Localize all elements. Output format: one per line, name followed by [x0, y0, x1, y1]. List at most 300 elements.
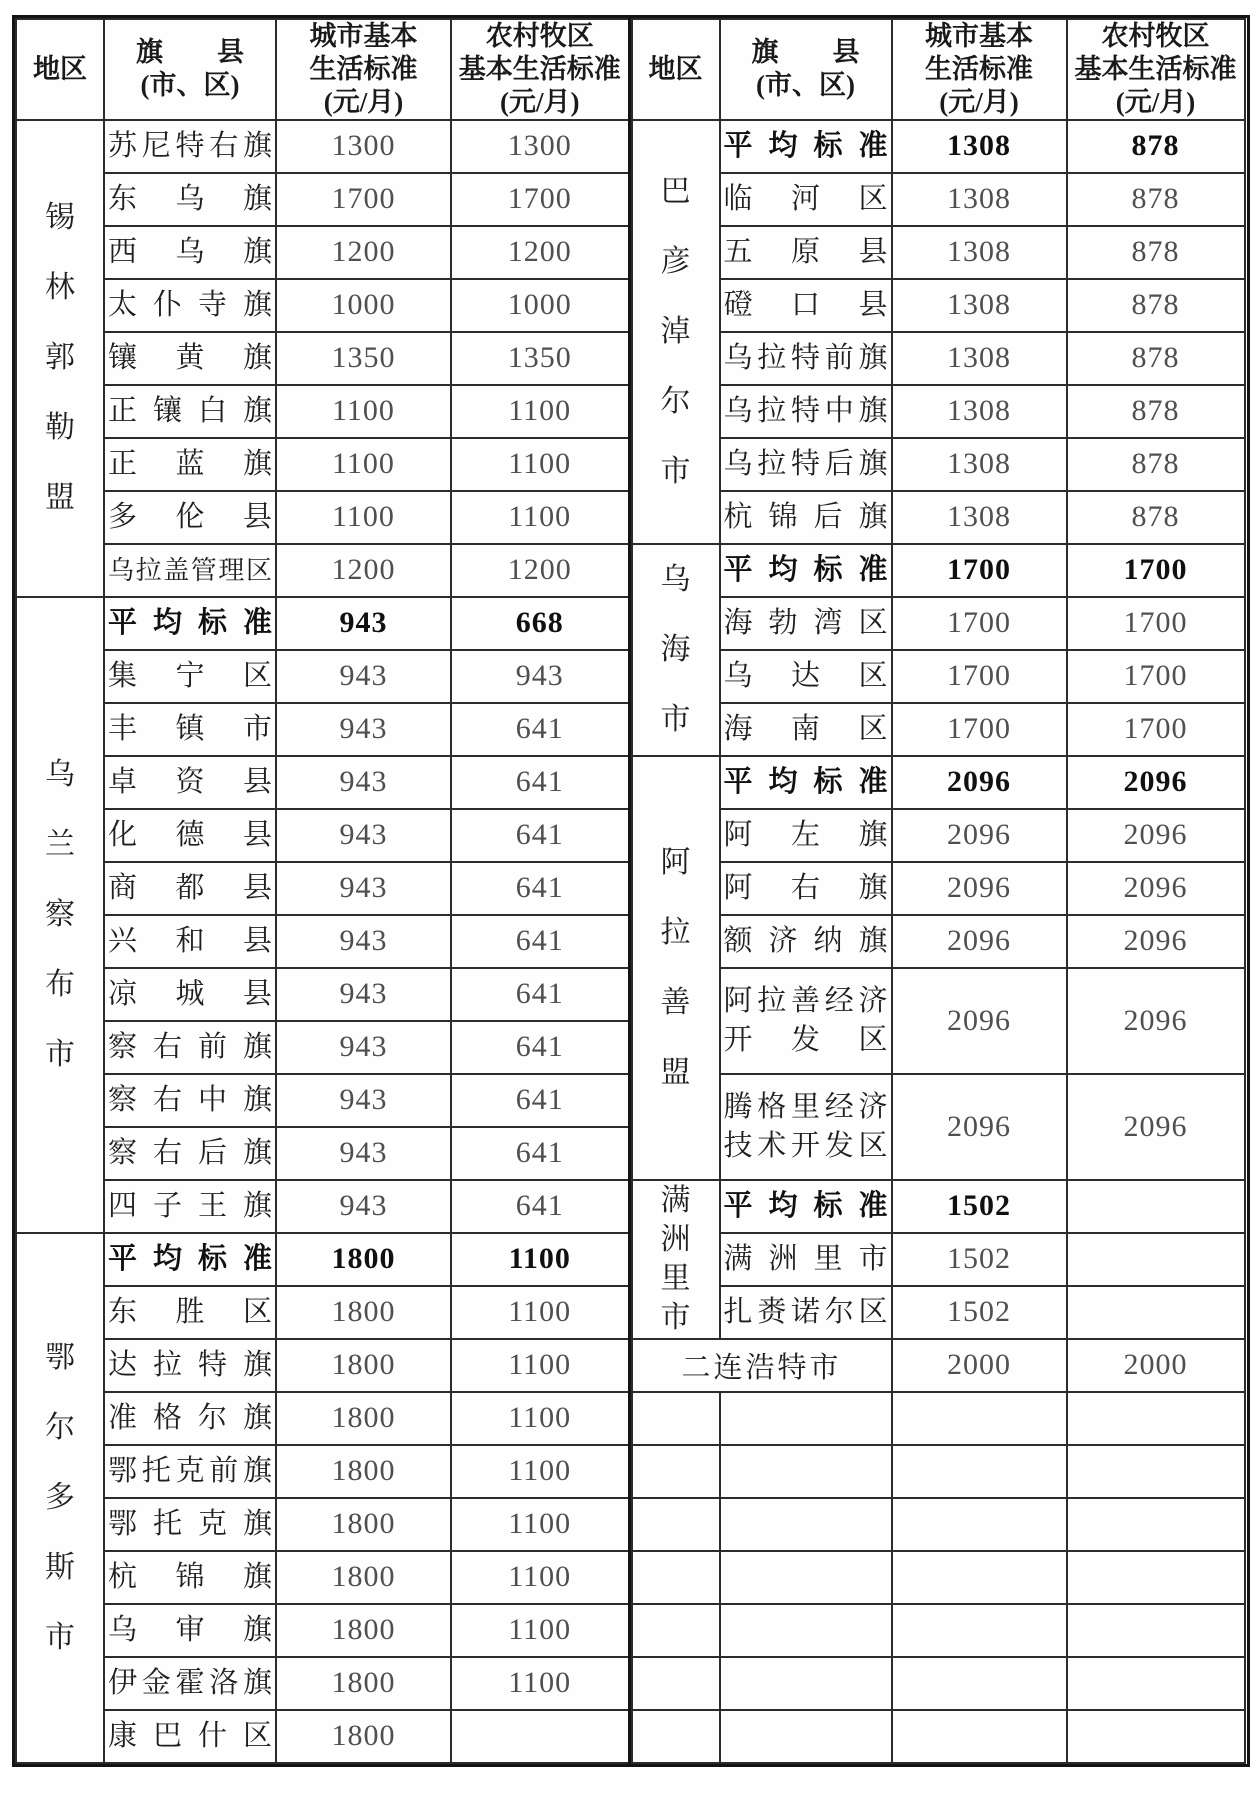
table-row: [16, 1074, 629, 1127]
header-county-line1: 旗 县: [136, 37, 244, 68]
rural-value-cell: 878: [1067, 385, 1245, 438]
county-cell: [720, 438, 892, 491]
region-label-char: 市: [660, 702, 691, 736]
table-row: [16, 332, 629, 385]
urban-value-cell: 1700: [892, 703, 1067, 756]
urban-value-cell: 2096: [892, 862, 1067, 915]
header-county-line2: (市、区): [756, 70, 855, 101]
urban-value-cell: 943: [276, 703, 451, 756]
urban-value-cell: 1100: [276, 491, 451, 544]
county-cell: [720, 1392, 892, 1445]
empty-row: [632, 1392, 1245, 1445]
table-row: [632, 279, 1245, 332]
county-name: 五原县: [723, 235, 888, 268]
rural-value-cell: 1100: [451, 1233, 629, 1286]
county-name: 平均标准: [108, 606, 272, 639]
region-label-char: 乌: [45, 757, 75, 791]
county-name: 乌拉特前旗: [723, 341, 888, 374]
rural-value-cell: 1000: [451, 279, 629, 332]
urban-value-cell: 943: [276, 1180, 451, 1233]
county-cell: [720, 120, 892, 173]
county-cell: [104, 226, 276, 279]
county-name: 卓资县: [108, 765, 272, 798]
table-row: [16, 1710, 629, 1763]
table-row: [16, 491, 629, 544]
region-cell: [632, 544, 720, 756]
county-cell: [720, 491, 892, 544]
urban-value-cell: 1308: [892, 385, 1067, 438]
region-label-char: 满: [660, 1184, 691, 1218]
urban-value-cell: 2096: [892, 809, 1067, 862]
region-cell: [632, 1551, 720, 1604]
county-name: 腾格里经济技术开发区: [723, 1090, 888, 1162]
header-urban-line: 生活标准: [925, 53, 1033, 84]
region-label-char: 市: [660, 454, 691, 488]
county-cell: [104, 1551, 276, 1604]
county-name: 准格尔旗: [108, 1401, 272, 1434]
region-label-char: 尔: [45, 1410, 75, 1444]
header-rural-line: 基本生活标准: [1074, 53, 1237, 84]
county-name: 四子王旗: [108, 1189, 272, 1222]
region-label-char: 善: [660, 985, 691, 1019]
table-row: [16, 1286, 629, 1339]
county-name: 西乌旗: [108, 235, 272, 268]
urban-value-cell: 1700: [892, 597, 1067, 650]
region-cell: [632, 1180, 720, 1339]
rural-value-cell: 878: [1067, 491, 1245, 544]
table-row: [632, 915, 1245, 968]
header-urban-line: 生活标准: [309, 53, 418, 84]
urban-value-cell: 1100: [276, 438, 451, 491]
county-name: 化德县: [108, 818, 272, 851]
urban-value-cell: 943: [276, 915, 451, 968]
urban-value-cell: 2096: [892, 1074, 1067, 1180]
urban-value-cell: 1800: [276, 1445, 451, 1498]
county-cell: [720, 1710, 892, 1763]
header-rural-line: (元/月): [500, 86, 580, 117]
rural-value-cell: 641: [451, 756, 629, 809]
rural-value-cell: 641: [451, 809, 629, 862]
county-cell: [104, 438, 276, 491]
county-name: 杭锦旗: [108, 1560, 272, 1593]
region-cell: [632, 1392, 720, 1445]
rural-value-cell: [1067, 1180, 1245, 1233]
county-name: 平均标准: [723, 129, 888, 162]
rural-value-cell: 641: [451, 968, 629, 1021]
rural-value-cell: 2096: [1067, 915, 1245, 968]
county-cell: [104, 862, 276, 915]
county-cell: [104, 1127, 276, 1180]
county-name: 凉城县: [108, 977, 272, 1010]
rural-value-cell: 1100: [451, 1604, 629, 1657]
standards-table-container: [12, 15, 1250, 1767]
region-cell: [632, 120, 720, 544]
header-urban-line: (元/月): [939, 86, 1019, 117]
rural-value-cell: 641: [451, 915, 629, 968]
table-row: [16, 438, 629, 491]
region-label-char: 阿: [660, 845, 691, 879]
rural-value-cell: 2096: [1067, 756, 1245, 809]
county-name: 苏尼特右旗: [108, 129, 272, 162]
table-row: [632, 491, 1245, 544]
county-name: 乌拉盖管理区: [108, 556, 272, 586]
county-name: 康巴什区: [108, 1719, 272, 1752]
region-label: [17, 121, 103, 596]
rural-value-cell: 1700: [1067, 650, 1245, 703]
rural-value-cell: 1100: [451, 1339, 629, 1392]
county-name: 磴口县: [723, 288, 888, 321]
county-cell: [720, 544, 892, 597]
empty-row: [632, 1604, 1245, 1657]
rural-value-cell: 2096: [1067, 1074, 1245, 1180]
county-cell: [720, 809, 892, 862]
county-cell: [720, 650, 892, 703]
table-row: [632, 173, 1245, 226]
county-cell: [720, 1604, 892, 1657]
rural-value-cell: 878: [1067, 120, 1245, 173]
rural-value-cell: 878: [1067, 438, 1245, 491]
header-region: 地区: [632, 19, 720, 120]
urban-value-cell: 1308: [892, 120, 1067, 173]
header-rural-standard: [1067, 19, 1245, 120]
rural-value-cell: [451, 1710, 629, 1763]
rural-value-cell: [1067, 1710, 1245, 1763]
urban-value-cell: 1200: [276, 544, 451, 597]
urban-value-cell: 1800: [276, 1551, 451, 1604]
county-name: 平均标准: [108, 1242, 272, 1275]
rural-value-cell: 641: [451, 703, 629, 756]
region-label: [633, 1181, 719, 1338]
urban-value-cell: 943: [276, 756, 451, 809]
table-row: [16, 1021, 629, 1074]
urban-value-cell: 1308: [892, 279, 1067, 332]
county-name: 乌拉特后旗: [723, 447, 888, 480]
county-name: 正镶白旗: [108, 394, 272, 427]
rural-value-cell: 2096: [1067, 809, 1245, 862]
header-rural-line: 基本生活标准: [458, 53, 621, 84]
rural-value-cell: 641: [451, 862, 629, 915]
table-row: [16, 1445, 629, 1498]
region-label-char: 巴: [660, 174, 691, 208]
empty-row: [632, 1445, 1245, 1498]
urban-value-cell: 1800: [276, 1233, 451, 1286]
county-name: 察右中旗: [108, 1083, 272, 1116]
rural-value-cell: 641: [451, 1180, 629, 1233]
rural-value-cell: [1067, 1445, 1245, 1498]
empty-row: [632, 1551, 1245, 1604]
merged-city-row: [632, 1339, 1245, 1392]
county-name: 杭锦后旗: [723, 500, 888, 533]
rural-value-cell: 1700: [1067, 597, 1245, 650]
urban-value-cell: 1800: [276, 1339, 451, 1392]
urban-value-cell: 1308: [892, 332, 1067, 385]
county-cell: [104, 1710, 276, 1763]
urban-value-cell: 1800: [276, 1498, 451, 1551]
county-cell: [720, 226, 892, 279]
header-urban-line: 城市基本: [309, 21, 418, 51]
region-label: [17, 1234, 103, 1762]
table-row: [16, 1657, 629, 1710]
region-label-char: 盟: [660, 1055, 691, 1089]
region-label-char: 里: [660, 1262, 691, 1296]
county-name: 商都县: [108, 871, 272, 904]
region-cell: [632, 756, 720, 1180]
left-standards-table: [15, 18, 631, 1764]
region-label-char: 多: [45, 1480, 75, 1514]
table-body: [16, 120, 629, 1763]
merged-city-name: 二连浩特市: [681, 1351, 842, 1384]
urban-value-cell: 2000: [892, 1339, 1067, 1392]
county-cell: [104, 1445, 276, 1498]
header-urban-standard: [276, 19, 451, 120]
urban-value-cell: 943: [276, 1074, 451, 1127]
region-cell: [16, 120, 104, 597]
county-cell: [720, 1180, 892, 1233]
urban-value-cell: 1502: [892, 1286, 1067, 1339]
region-label-char: 尔: [660, 384, 691, 418]
urban-value-cell: 1308: [892, 491, 1067, 544]
right-standards-table: [631, 18, 1246, 1764]
urban-value-cell: 2096: [892, 915, 1067, 968]
region-label: [633, 757, 719, 1179]
table-row: [632, 809, 1245, 862]
rural-value-cell: 641: [451, 1074, 629, 1127]
region-cell: [632, 1657, 720, 1710]
rural-value-cell: 1100: [451, 1392, 629, 1445]
urban-value-cell: 1502: [892, 1233, 1067, 1286]
county-name: 达拉特旗: [108, 1348, 272, 1381]
urban-value-cell: 1308: [892, 226, 1067, 279]
urban-value-cell: 1800: [276, 1710, 451, 1763]
table-header: [632, 19, 1245, 120]
region-label-char: 洲: [660, 1223, 691, 1257]
table-row: [16, 650, 629, 703]
header-county-line1: 旗 县: [751, 37, 860, 68]
rural-value-cell: [1067, 1604, 1245, 1657]
county-name: 满洲里市: [723, 1242, 888, 1275]
rural-value-cell: 878: [1067, 173, 1245, 226]
county-cell: [720, 1657, 892, 1710]
county-cell: [104, 1392, 276, 1445]
county-cell: [720, 1498, 892, 1551]
region-label-char: 察: [45, 897, 75, 931]
region-label-char: 鄂: [45, 1340, 75, 1374]
urban-value-cell: 1100: [276, 385, 451, 438]
county-cell: [104, 597, 276, 650]
region-label: [633, 121, 719, 543]
rural-value-cell: 641: [451, 1127, 629, 1180]
rural-value-cell: 1700: [451, 173, 629, 226]
region-label-char: 乌: [660, 562, 691, 596]
urban-value-cell: 1800: [276, 1286, 451, 1339]
urban-value-cell: 943: [276, 809, 451, 862]
county-cell: [104, 1604, 276, 1657]
urban-value-cell: 1000: [276, 279, 451, 332]
county-cell: [720, 915, 892, 968]
urban-value-cell: 1200: [276, 226, 451, 279]
rural-value-cell: 1200: [451, 226, 629, 279]
table-row: [16, 279, 629, 332]
urban-value-cell: [892, 1604, 1067, 1657]
urban-value-cell: [892, 1445, 1067, 1498]
table-row: [632, 332, 1245, 385]
county-cell: [720, 1233, 892, 1286]
urban-value-cell: 1800: [276, 1392, 451, 1445]
table-header: [16, 19, 629, 120]
county-cell: [720, 756, 892, 809]
county-cell: [104, 703, 276, 756]
county-cell: [720, 1445, 892, 1498]
urban-value-cell: 1700: [276, 173, 451, 226]
county-cell: [104, 1180, 276, 1233]
county-cell: [104, 915, 276, 968]
region-cell: [632, 1604, 720, 1657]
rural-value-cell: 1100: [451, 1445, 629, 1498]
rural-value-cell: 2096: [1067, 968, 1245, 1074]
region-label-char: 市: [45, 1620, 75, 1654]
county-name: 兴和县: [108, 924, 272, 957]
rural-value-cell: 1100: [451, 1657, 629, 1710]
table-row: [16, 862, 629, 915]
table-row: [632, 1233, 1245, 1286]
region-cell: [632, 1498, 720, 1551]
county-name: 察右前旗: [108, 1030, 272, 1063]
table-row: [632, 385, 1245, 438]
county-name: 阿左旗: [723, 818, 888, 851]
county-cell: [720, 173, 892, 226]
urban-value-cell: 1350: [276, 332, 451, 385]
county-cell: [104, 1498, 276, 1551]
county-cell: [104, 1286, 276, 1339]
county-cell: [104, 1339, 276, 1392]
empty-row: [632, 1657, 1245, 1710]
region-cell: [632, 1710, 720, 1763]
table-row: [632, 1180, 1245, 1233]
header-urban-standard: [892, 19, 1067, 120]
county-cell: [720, 968, 892, 1074]
urban-value-cell: [892, 1498, 1067, 1551]
county-cell: [104, 968, 276, 1021]
county-name: 多伦县: [108, 500, 272, 533]
urban-value-cell: [892, 1392, 1067, 1445]
table-row: [16, 968, 629, 1021]
rural-value-cell: 1350: [451, 332, 629, 385]
header-rural-line: 农村牧区: [485, 21, 594, 51]
rural-value-cell: 878: [1067, 332, 1245, 385]
table-row: [16, 597, 629, 650]
county-name: 乌达区: [723, 659, 888, 692]
county-name: 阿右旗: [723, 871, 888, 904]
urban-value-cell: 1800: [276, 1604, 451, 1657]
rural-value-cell: 1100: [451, 1498, 629, 1551]
region-label-char: 勒: [45, 411, 75, 445]
county-cell: [720, 1074, 892, 1180]
header-county: [720, 19, 892, 120]
county-cell: [720, 279, 892, 332]
region-label-char: 海: [660, 632, 691, 666]
table-row: [16, 1127, 629, 1180]
header-region: 地区: [16, 19, 104, 120]
county-name: 阿拉善经济开发区: [723, 984, 888, 1056]
region-cell: [16, 1233, 104, 1763]
county-name: 镶黄旗: [108, 341, 272, 374]
rural-value-cell: 2096: [1067, 862, 1245, 915]
county-name: 东胜区: [108, 1295, 272, 1328]
table-row: [16, 703, 629, 756]
region-label-char: 盟: [45, 481, 75, 515]
county-name: 太仆寺旗: [108, 288, 272, 321]
rural-value-cell: 641: [451, 1021, 629, 1074]
urban-value-cell: [892, 1710, 1067, 1763]
table-row: [16, 1392, 629, 1445]
table-row: [632, 438, 1245, 491]
county-cell: [104, 385, 276, 438]
header-urban-line: (元/月): [323, 86, 404, 117]
table-row: [16, 544, 629, 597]
county-name: 额济纳旗: [723, 924, 888, 957]
region-label-char: 锡: [45, 201, 75, 235]
county-cell: [720, 385, 892, 438]
rural-value-cell: 668: [451, 597, 629, 650]
table-row: [16, 809, 629, 862]
rural-value-cell: 943: [451, 650, 629, 703]
county-name: 鄂托克旗: [108, 1507, 272, 1540]
rural-value-cell: 1700: [1067, 703, 1245, 756]
county-name: 鄂托克前旗: [108, 1454, 272, 1487]
rural-value-cell: 1200: [451, 544, 629, 597]
county-name: 集宁区: [108, 659, 272, 692]
county-name: 平均标准: [723, 553, 888, 586]
region-label-char: 斯: [45, 1550, 75, 1584]
county-name: 乌审旗: [108, 1613, 272, 1646]
urban-value-cell: 1300: [276, 120, 451, 173]
rural-value-cell: 1100: [451, 1551, 629, 1604]
table-row: [16, 1604, 629, 1657]
county-cell: [720, 703, 892, 756]
merged-city-name-cell: [632, 1339, 892, 1392]
county-cell: [720, 862, 892, 915]
rural-value-cell: 2000: [1067, 1339, 1245, 1392]
urban-value-cell: 943: [276, 862, 451, 915]
header-row: [632, 19, 1245, 120]
table-row: [632, 1286, 1245, 1339]
region-label-char: 拉: [660, 915, 691, 949]
region-label-char: 市: [660, 1301, 691, 1335]
header-county-line2: (市、区): [140, 70, 240, 101]
urban-value-cell: 1700: [892, 544, 1067, 597]
county-name: 平均标准: [723, 765, 888, 798]
region-label-char: 布: [45, 967, 75, 1001]
table-row: [632, 544, 1245, 597]
county-name: 正蓝旗: [108, 447, 272, 480]
rural-value-cell: 878: [1067, 226, 1245, 279]
table-row: [632, 226, 1245, 279]
region-label-char: 兰: [45, 827, 75, 861]
rural-value-cell: [1067, 1551, 1245, 1604]
region-label-char: 市: [45, 1037, 75, 1071]
table-row: [632, 968, 1245, 1074]
urban-value-cell: 1800: [276, 1657, 451, 1710]
region-label-char: 郭: [45, 341, 75, 375]
county-cell: [104, 332, 276, 385]
urban-value-cell: 2096: [892, 968, 1067, 1074]
table-row: [16, 1339, 629, 1392]
rural-value-cell: 1100: [451, 438, 629, 491]
county-cell: [104, 1021, 276, 1074]
table-row: [632, 120, 1245, 173]
table-row: [632, 703, 1245, 756]
county-name: 海勃湾区: [723, 606, 888, 639]
